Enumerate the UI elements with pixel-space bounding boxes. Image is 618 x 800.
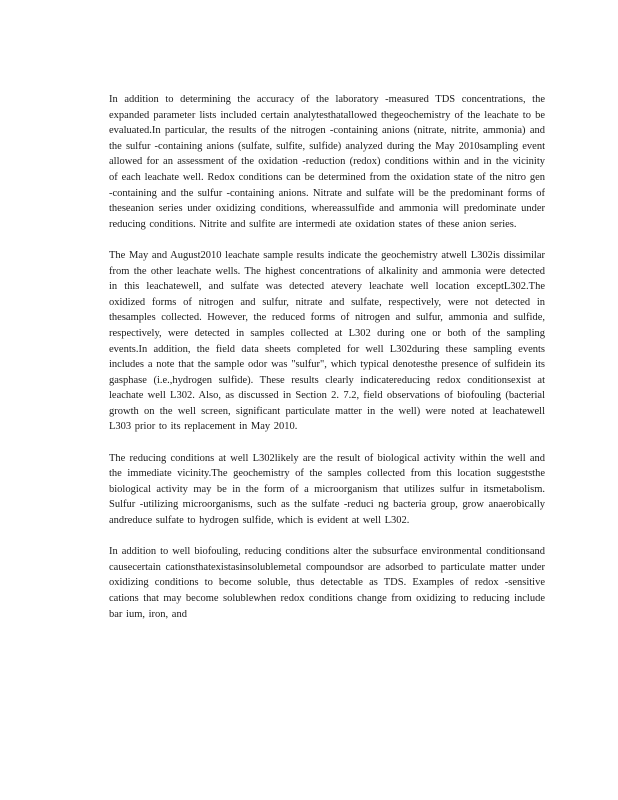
paragraph-l302-geochemistry: The May and August2010 leachate sample results indicate the geochemistry atwell L302is dissimilar from the other leachate wells. The highest concentrations of alkalinity and ammonia were detected in this leachatewell, and sulfate was detected atevery leachate well location exceptL302.The oxidized forms of nitrogen and sulfur, nitrate and sulfate, respectively, were not detected in thesamples collected. However, the reduced forms of nitrogen and sulfur, ammonia and sulfide, respectively, were detected in samples collected at L302 during one or both of the sampling events.In addition, the field data sheets completed for well L302during these sampling events includes a note that the sample odor was "sulfur", which typical denotesthe presence of sulfidein its gasphase (i.e.,hydrogen sulfide). These results clearly indicatereducing redox conditionsexist at leachate well L302. Also, as discussed in Section 2. 7.2, field observations of biofouling (bacterial growth on the well screen, significant particulate matter in the well) were noted at leachatewell L303 prior to its replacement in May 2010. <box>109 249 545 433</box>
paragraph-redox-cations: In addition to well biofouling, reducing conditions alter the subsurface environmental conditionsand causecertain cationsthatexistasinsolublemetal compoundsor are adsorbed to particulate matter under oxidizing conditions to become soluble, thus detectable as TDS. Examples of redox -sensitive cations that may become solublewhen redox conditions change from oxidizing to reducing include bar ium, iron, and <box>109 546 545 620</box>
document-body <box>109 92 545 622</box>
paragraph-redox-overview: In addition to determining the accuracy of the laboratory -measured TDS concentrations, the expanded parameter lists included certain analytesthatallowed thegeochemistry of the leachate to be evaluated.In particular, the results of the nitrogen -containing anions (nitrate, nitrite, ammonia) and the sulfur -containing anions (sulfate, sulfite, sulfide) analyzed during the May 2010sampling event allowed for an assessment of the oxidation -reduction (redox) conditions within and in the vicinity of each leachate well. Redox conditions can be determined from the oxidation state of the nitro gen -containing and the sulfur -containing anions. Nitrate and sulfate will be the predominant forms of theseanion series under oxidizing conditions, whereassulfide and ammonia will predominate under reducing conditions. Nitrite and sulfite are intermedi ate oxidation states of these anion series. <box>109 94 545 230</box>
paragraph-biological-activity: The reducing conditions at well L302likely are the result of biological activity within the well and the immediate vicinity.The geochemistry of the samples collected from this location suggeststhe biological activity may be in the form of a microorganism that utilizes sulfur in itsmetabolism. Sulfur -utilizing microorganisms, such as the sulfate -reduci ng bacteria group, grow anaerobically andreduce sulfate to hydrogen sulfide, which is evident at well L302. <box>109 452 545 527</box>
